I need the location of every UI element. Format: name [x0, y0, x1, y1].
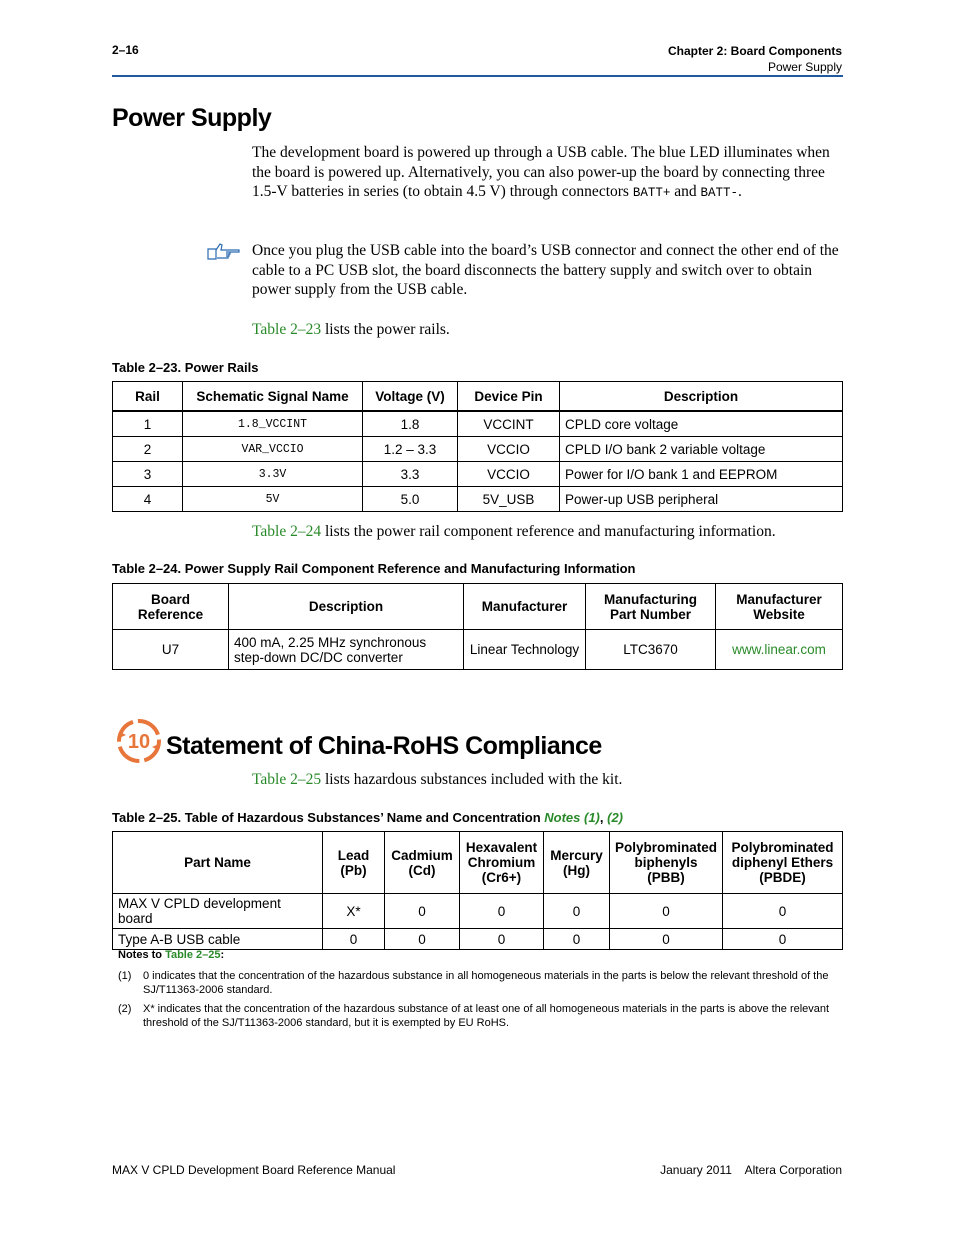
note-paragraph: Once you plug the USB cable into the board’s USB connector and connect the other end of the cable to a PC USB slot, the board disconnects the battery supply and switch over to obtain power supply from the USB cable. [252, 242, 839, 298]
power-rails-table [112, 381, 843, 512]
column-header: Hexavalent Chromium (Cr6+) [460, 832, 544, 894]
note-2-link[interactable]: (2) [607, 810, 624, 825]
power-supply-paragraph: The development board is powered up through a USB cable. The blue LED illuminates when the board is powered up. Alternatively, you can also power-up the board by connecting three 1.5-V batteries in series (to obtain 4.5 V) through connectors BATT+ and BATT-. [252, 144, 830, 200]
page-number: 2–16 [112, 43, 139, 57]
section-title: Power Supply [767, 60, 842, 74]
table-row: 2 VAR_VCCIO 1.2 – 3.3 VCCIO CPLD I/O bank 2 variable voltage [113, 437, 843, 462]
table-2-24-reference: Table 2–24 lists the power rail component reference and manufacturing information. [252, 523, 776, 540]
column-header: Part Name [113, 832, 323, 894]
svg-text:10: 10 [127, 731, 151, 753]
note-1-link[interactable]: (1) [584, 810, 600, 825]
table-2-25-reference: Table 2–25 lists hazardous substances included with the kit. [252, 771, 623, 788]
table-row: 1 1.8_VCCINT 1.8 VCCINT CPLD core voltage [113, 411, 843, 437]
table-row: 4 5V 5.0 5V_USB Power-up USB peripheral [113, 487, 843, 512]
section-heading-power-supply: Power Supply [112, 104, 272, 132]
column-header: Polybrominated diphenyl Ethers (PBDE) [723, 832, 843, 894]
chapter-title: Chapter 2: Board Components [667, 44, 842, 58]
table-2-23-reference: Table 2–23 lists the power rails. [252, 321, 450, 338]
pointing-hand-icon [206, 241, 242, 261]
column-header: Description [229, 584, 464, 630]
table-row: 3 3.3V 3.3 VCCIO Power for I/O bank 1 and EEPROM [113, 462, 843, 487]
table-row: Type A-B USB cable 0 0 0 0 0 0 [113, 929, 843, 950]
column-header: Manufacturer [464, 584, 586, 630]
column-header: Polybrominated biphenyls (PBB) [610, 832, 723, 894]
code-batt-plus: BATT+ [632, 186, 671, 200]
column-header: Rail [113, 382, 183, 412]
column-header: Manufacturer Website [716, 584, 843, 630]
footer-date-company: January 2011 Altera Corporation [660, 1163, 842, 1177]
column-header: Voltage (V) [363, 382, 458, 412]
table-2-24-caption: Table 2–24. Power Supply Rail Component Reference and Manufacturing Information [112, 561, 636, 576]
column-header: Description [560, 382, 843, 412]
section-heading-china-rohs: Statement of China-RoHS Compliance [166, 732, 602, 760]
link-table-2-25[interactable]: Table 2–25 [252, 771, 322, 788]
table-2-25-caption: Table 2–25. Table of Hazardous Substances’ Name and Concentration Notes (1), (2) [112, 810, 624, 825]
table-2-23-caption: Table 2–23. Power Rails [112, 360, 259, 375]
manufacturer-website-link[interactable]: www.linear.com [716, 630, 843, 670]
column-header: Manufacturing Part Number [586, 584, 716, 630]
column-header: Mercury (Hg) [544, 832, 610, 894]
notes-heading: Notes to Table 2–25: [118, 949, 225, 961]
link-table-2-23[interactable]: Table 2–23 [252, 321, 322, 338]
notes-table-link[interactable]: Table 2–25 [165, 949, 221, 961]
notes-link[interactable]: Notes [544, 810, 581, 825]
table-row: MAX V CPLD development board X* 0 0 0 0 0 [113, 894, 843, 929]
column-header: Schematic Signal Name [183, 382, 363, 412]
component-reference-table [112, 583, 843, 670]
running-header [668, 43, 842, 75]
hazardous-substances-table [112, 831, 843, 950]
link-table-2-24[interactable]: Table 2–24 [252, 523, 322, 540]
code-batt-minus: BATT- [700, 186, 738, 200]
column-header: Lead (Pb) [323, 832, 385, 894]
column-header: Device Pin [458, 382, 560, 412]
header-rule [112, 75, 843, 77]
column-header: Cadmium (Cd) [385, 832, 460, 894]
column-header: Board Reference [113, 584, 229, 630]
footer-manual-title: MAX V CPLD Development Board Reference Manual [112, 1163, 396, 1177]
table-row: U7 400 mA, 2.25 MHz synchronous step-down DC/DC converter Linear Technology LTC3670 www.linear.com [113, 630, 843, 670]
china-rohs-10-logo [116, 718, 162, 764]
